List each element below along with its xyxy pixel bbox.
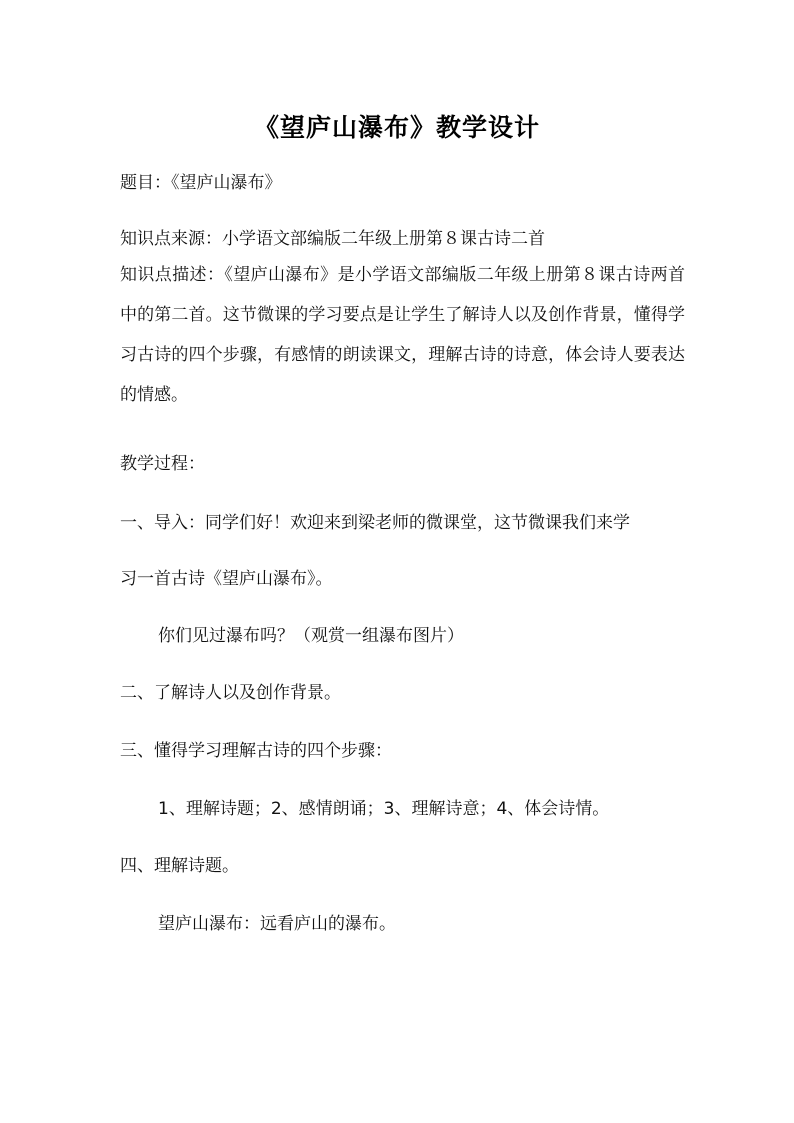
step-3-four-steps: 1、理解诗题；2、感情朗诵；3、理解诗意；4、体会诗情。 — [158, 799, 610, 819]
knowledge-description-paragraph: 知识点描述：《望庐山瀑布》是小学语文部编版二年级上册第８课古诗两首中的第二首。这节微课的学习要点是让学生了解诗人以及创作背景，懂得学习古诗的四个步骤，有感情的朗读课文，理解古诗的诗意，体会诗人要表达的情感。 — [120, 265, 685, 405]
step-4-heading: 四、理解诗题。 — [120, 856, 239, 876]
step-1-question: 你们见过瀑布吗？（观赏一组瀑布图片） — [158, 626, 464, 646]
knowledge-source-line: 知识点来源：小学语文部编版二年级上册第８课古诗二首 — [120, 229, 545, 249]
step-1-intro-line-1: 一、导入：同学们好！欢迎来到梁老师的微课堂，这节微课我们来学 — [120, 513, 630, 533]
step-4-title-meaning: 望庐山瀑布：远看庐山的瀑布。 — [158, 914, 396, 934]
document-title: 《望庐山瀑布》教学设计 — [253, 113, 540, 142]
step-3-heading: 三、懂得学习理解古诗的四个步骤： — [120, 741, 392, 761]
step-1-intro-line-2: 习一首古诗《望庐山瀑布》。 — [120, 569, 333, 589]
step-2-heading: 二、了解诗人以及创作背景。 — [120, 683, 341, 703]
teaching-process-heading: 教学过程： — [120, 454, 205, 474]
topic-line: 题目：《望庐山瀑布》 — [120, 173, 282, 193]
